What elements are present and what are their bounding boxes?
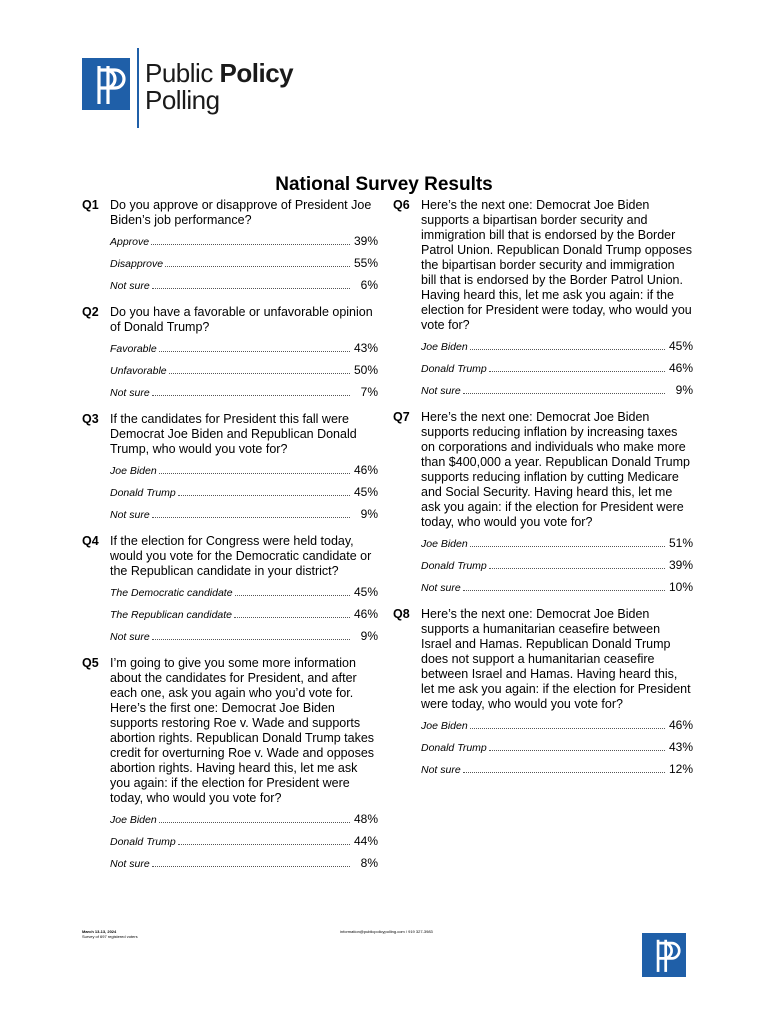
footer-survey-info <box>82 929 138 939</box>
answer-percent: 39% <box>668 558 693 572</box>
answer-row <box>421 718 693 740</box>
dot-leader <box>489 568 665 569</box>
dot-leader <box>178 495 350 496</box>
answer-row <box>110 234 378 256</box>
question-q3 <box>82 412 378 529</box>
question-text: I’m going to give you some more information about the candidates for President, and after each one, ask you again who you’d vote for. Here’s the first one: Democrat Joe Biden supports restoring Roe v. Wade and supports abortion rights. Republican Donald Trump takes credit for overturning Roe v. Wade and opposes abortion rights. Having heard this, let me ask you again: if the election for President were today, who would you vote for? <box>110 656 375 805</box>
answer-label: Not sure <box>110 509 150 521</box>
answer-label: Joe Biden <box>421 538 468 550</box>
answer-label: The Democratic candidate <box>110 587 233 599</box>
answer-percent: 9% <box>675 383 693 397</box>
answer-list <box>421 339 693 405</box>
left-column <box>82 198 378 883</box>
answer-row <box>110 629 378 651</box>
question-text: Here’s the next one: Democrat Joe Biden supports a bipartisan border security and immigration bill that is endorsed by the Border Patrol Union. Republican Donald Trump opposes the bipartisan border security and immigration bill that is endorsed by the Border Patrol Union. Having heard this, let me ask you again: if the election for President were today, who would you vote for? <box>421 198 692 332</box>
answer-row <box>110 812 378 834</box>
answer-percent: 55% <box>353 256 378 270</box>
question-number: Q7 <box>393 410 410 424</box>
dot-leader <box>152 639 350 640</box>
answer-list <box>421 718 693 784</box>
answer-percent: 48% <box>353 812 378 826</box>
dot-leader <box>178 844 350 845</box>
answer-percent: 45% <box>353 485 378 499</box>
question-number: Q3 <box>82 412 99 426</box>
answer-row <box>110 256 378 278</box>
question-body <box>110 198 378 300</box>
footer-sample: Survey of 697 registered voters <box>82 934 138 939</box>
answer-percent: 50% <box>353 363 378 377</box>
answer-label: Disapprove <box>110 258 164 270</box>
answer-row <box>421 740 693 762</box>
answer-percent: 44% <box>353 834 378 848</box>
answer-label: Donald Trump <box>110 487 176 499</box>
dot-leader <box>470 349 665 350</box>
question-body <box>421 607 693 784</box>
dot-leader <box>235 595 350 596</box>
answer-percent: 39% <box>353 234 378 248</box>
answer-list <box>110 463 378 529</box>
answer-row <box>421 580 693 602</box>
page-title: National Survey Results <box>275 174 493 195</box>
answer-label: Approve <box>110 236 150 248</box>
question-q6 <box>393 198 693 405</box>
answer-row <box>110 363 378 385</box>
question-number: Q1 <box>82 198 99 212</box>
answer-row <box>421 536 693 558</box>
question-number: Q2 <box>82 305 99 319</box>
answer-label: Donald Trump <box>110 836 176 848</box>
question-body <box>421 198 693 405</box>
dot-leader <box>169 373 350 374</box>
answer-percent: 7% <box>360 385 378 399</box>
question-q2 <box>82 305 378 407</box>
answer-label: Not sure <box>421 764 461 776</box>
answer-row <box>421 339 693 361</box>
question-number: Q6 <box>393 198 410 212</box>
answer-row <box>110 463 378 485</box>
answer-row <box>110 385 378 407</box>
footer-contact: information@publicpolicypolling.com / 919 327-3983 <box>340 929 433 934</box>
dot-leader <box>463 772 665 773</box>
answer-percent: 46% <box>668 718 693 732</box>
answer-percent: 46% <box>353 607 378 621</box>
answer-label: Joe Biden <box>421 341 468 353</box>
answer-label: Not sure <box>110 631 150 643</box>
brand-name <box>145 60 293 114</box>
dot-leader <box>159 351 350 352</box>
answer-label: Joe Biden <box>421 720 468 732</box>
footer-date: March 13-13, 2024 <box>82 929 117 934</box>
answer-percent: 10% <box>668 580 693 594</box>
answer-label: Favorable <box>110 343 157 355</box>
answer-percent: 6% <box>360 278 378 292</box>
dot-leader <box>470 728 665 729</box>
dot-leader <box>463 590 665 591</box>
answer-row <box>110 856 378 878</box>
answer-percent: 12% <box>668 762 693 776</box>
dot-leader <box>152 288 350 289</box>
answer-row <box>110 607 378 629</box>
answer-label: Donald Trump <box>421 560 487 572</box>
right-column <box>393 198 693 789</box>
ppp-logo-mark-icon <box>82 58 130 110</box>
brand-polling: Polling <box>145 85 220 115</box>
dot-leader <box>152 517 350 518</box>
answer-row <box>110 485 378 507</box>
answer-label: Donald Trump <box>421 742 487 754</box>
question-q4 <box>82 534 378 651</box>
question-body <box>421 410 693 602</box>
answer-percent: 46% <box>353 463 378 477</box>
answer-label: Not sure <box>421 385 461 397</box>
question-text: Here’s the next one: Democrat Joe Biden supports reducing inflation by increasing taxes on corporations and individuals who make more than $400,000 a year. Republican Donald Trump supports reducing inflation by cutting Medicare and Social Security. Having heard this, let me ask you again: if the election for President were today, who would you vote for? <box>421 410 690 529</box>
question-body <box>110 656 378 878</box>
answer-percent: 9% <box>360 507 378 521</box>
question-body <box>110 305 378 407</box>
answer-row <box>110 507 378 529</box>
answer-percent: 46% <box>668 361 693 375</box>
answer-label: Not sure <box>110 858 150 870</box>
answer-percent: 45% <box>668 339 693 353</box>
answer-row <box>110 341 378 363</box>
question-q8 <box>393 607 693 784</box>
dot-leader <box>151 244 350 245</box>
question-q1 <box>82 198 378 300</box>
answer-percent: 51% <box>668 536 693 550</box>
answer-label: Donald Trump <box>421 363 487 375</box>
answer-row <box>421 558 693 580</box>
answer-row <box>110 585 378 607</box>
answer-row <box>110 834 378 856</box>
answer-list <box>110 234 378 300</box>
question-body <box>110 412 378 529</box>
answer-label: Joe Biden <box>110 814 157 826</box>
question-number: Q8 <box>393 607 410 621</box>
answer-row <box>421 361 693 383</box>
footer-ppp-logo-icon <box>642 933 686 977</box>
answer-label: Not sure <box>110 280 150 292</box>
answer-label: The Republican candidate <box>110 609 233 621</box>
answer-label: Joe Biden <box>110 465 157 477</box>
dot-leader <box>463 393 665 394</box>
answer-label: Unfavorable <box>110 365 167 377</box>
dot-leader <box>489 750 665 751</box>
answer-label: Not sure <box>421 582 461 594</box>
question-text: Do you have a favorable or unfavorable opinion of Donald Trump? <box>110 305 373 334</box>
answer-row <box>110 278 378 300</box>
dot-leader <box>234 617 350 618</box>
dot-leader <box>470 546 665 547</box>
dot-leader <box>489 371 665 372</box>
dot-leader <box>165 266 350 267</box>
brand-public: Public <box>145 58 220 88</box>
question-number: Q5 <box>82 656 99 670</box>
logo-divider <box>137 48 139 128</box>
question-text: If the election for Congress were held today, would you vote for the Democratic candidate or the Republican candidate in your district? <box>110 534 372 578</box>
dot-leader <box>152 866 350 867</box>
answer-percent: 9% <box>360 629 378 643</box>
brand-policy: Policy <box>219 58 294 88</box>
answer-list <box>421 536 693 602</box>
question-number: Q4 <box>82 534 99 548</box>
question-text: Here’s the next one: Democrat Joe Biden supports a humanitarian ceasefire between Israel and Hamas. Republican Donald Trump does not support a humanitarian ceasefire between Israel and Hamas. Having heard this, let me ask you again: if the election for President were today, who would you vote for? <box>421 607 691 711</box>
answer-percent: 8% <box>360 856 378 870</box>
answer-row <box>421 383 693 405</box>
question-q7 <box>393 410 693 602</box>
dot-leader <box>159 473 350 474</box>
answer-list <box>110 812 378 878</box>
question-body <box>110 534 378 651</box>
dot-leader <box>159 822 350 823</box>
answer-percent: 43% <box>668 740 693 754</box>
answer-percent: 43% <box>353 341 378 355</box>
answer-label: Not sure <box>110 387 150 399</box>
question-text: Do you approve or disapprove of President Joe Biden’s job performance? <box>110 198 372 227</box>
question-q5 <box>82 656 378 878</box>
answer-list <box>110 585 378 651</box>
dot-leader <box>152 395 350 396</box>
answer-row <box>421 762 693 784</box>
question-text: If the candidates for President this fall were Democrat Joe Biden and Republican Donald Trump, who would you vote for? <box>110 412 357 456</box>
answer-percent: 45% <box>353 585 378 599</box>
answer-list <box>110 341 378 407</box>
